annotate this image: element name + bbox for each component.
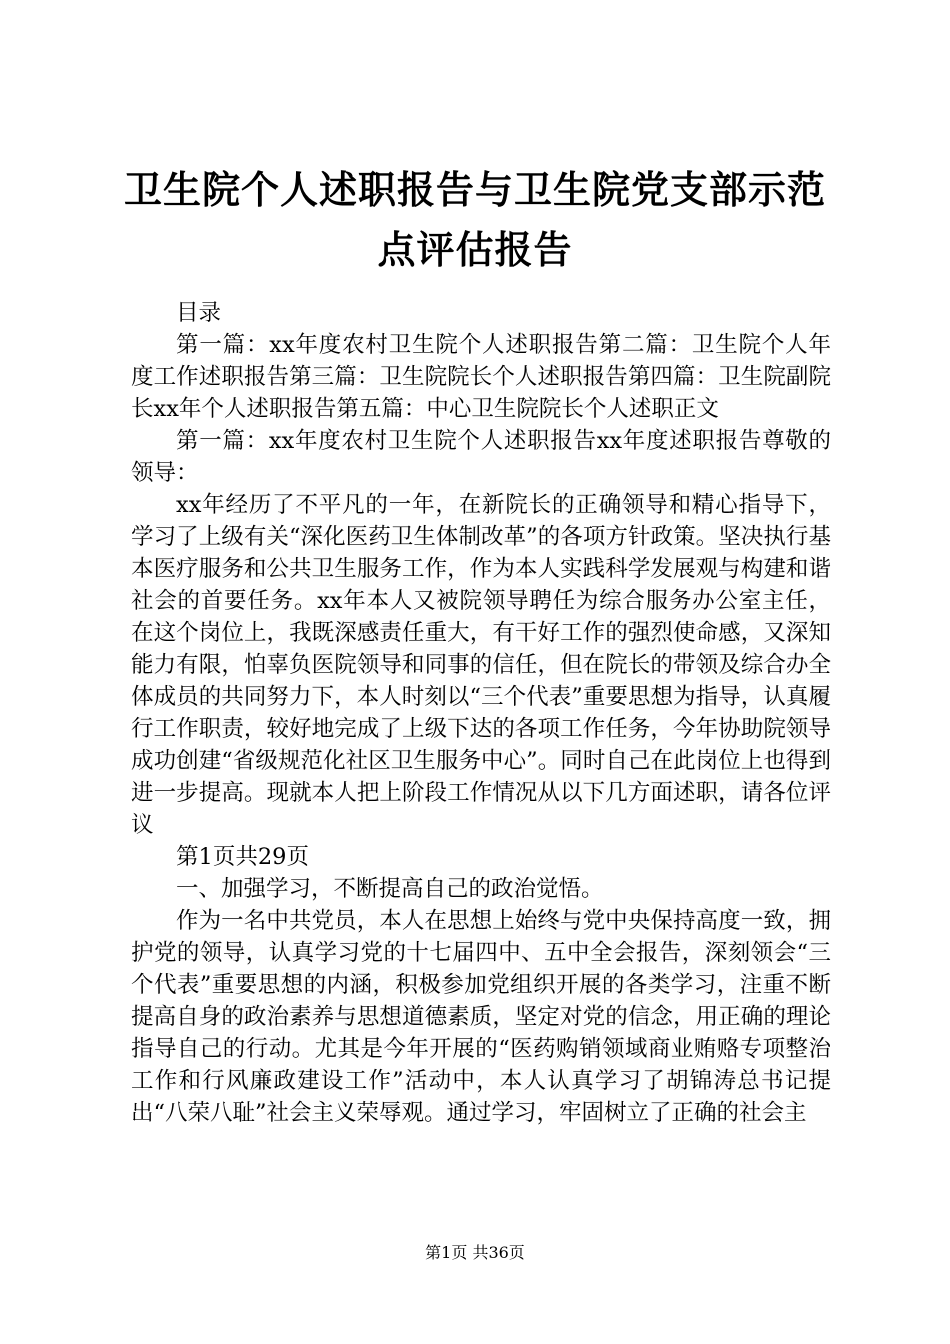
section-one-heading: 第一篇：xx年度农村卫生院个人述职报告xx年度述职报告尊敬的领导： xyxy=(131,428,831,486)
toc-contents: 第一篇：xx年度农村卫生院个人述职报告第二篇：卫生院个人年度工作述职报告第三篇：卫生院院长个人述职报告第四篇：卫生院副院长xx年个人述职报告第五篇：中心卫生院院长个人述职正文 xyxy=(131,332,831,422)
body-paragraph: xx年经历了不平凡的一年，在新院长的正确领导和精心指导下，学习了上级有关“深化医药卫生体制改革”的各项方针政策。坚决执行基本医疗服务和公共卫生服务工作，作为本人实践科学发展观与构建和谐社会的首要任务。xx年本人又被院领导聘任为综合服务办公室主任，在这个岗位上，我既深感责任重大，有干好工作的强烈使命感，又深知能力有限，怕辜负医院领导和同事的信任，但在院长的带领及综合办全体成员的共同努力下，本人时刻以“三个代表”重要思想为指导，认真履行工作职责，较好地完成了上级下达的各项工作任务，今年协助院领导成功创建“省级规范化社区卫生服务中心”。同时自己在此岗位上也得到进一步提高。现就本人把上阶段工作情况从以下几方面述职，请各位评议 xyxy=(131,492,831,838)
toc-heading: 目录 xyxy=(176,300,222,326)
subsection-heading: 一、加强学习，不断提高自己的政治觉悟。 xyxy=(176,876,604,902)
page-footer: 第1页 共36页 xyxy=(425,1243,525,1262)
inline-page-marker: 第1页共29页 xyxy=(176,844,309,870)
document-title: 卫生院个人述职报告与卫生院党支部示范点评估报告 xyxy=(123,167,826,272)
document-body xyxy=(131,297,831,1129)
body-paragraph: 作为一名中共党员，本人在思想上始终与党中央保持高度一致，拥护党的领导，认真学习党的十七届四中、五中全会报告，深刻领会“三个代表”重要思想的内涵，积极参加党组织开展的各类学习，注重不断提高自身的政治素养与思想道德素质，坚定对党的信念，用正确的理论指导自己的行动。尤其是今年开展的“医药购销领域商业贿赂专项整治工作和行风廉政建设工作”活动中，本人认真学习了胡锦涛总书记提出“八荣八耻”社会主义荣辱观。通过学习，牢固树立了正确的社会主 xyxy=(131,908,831,1126)
